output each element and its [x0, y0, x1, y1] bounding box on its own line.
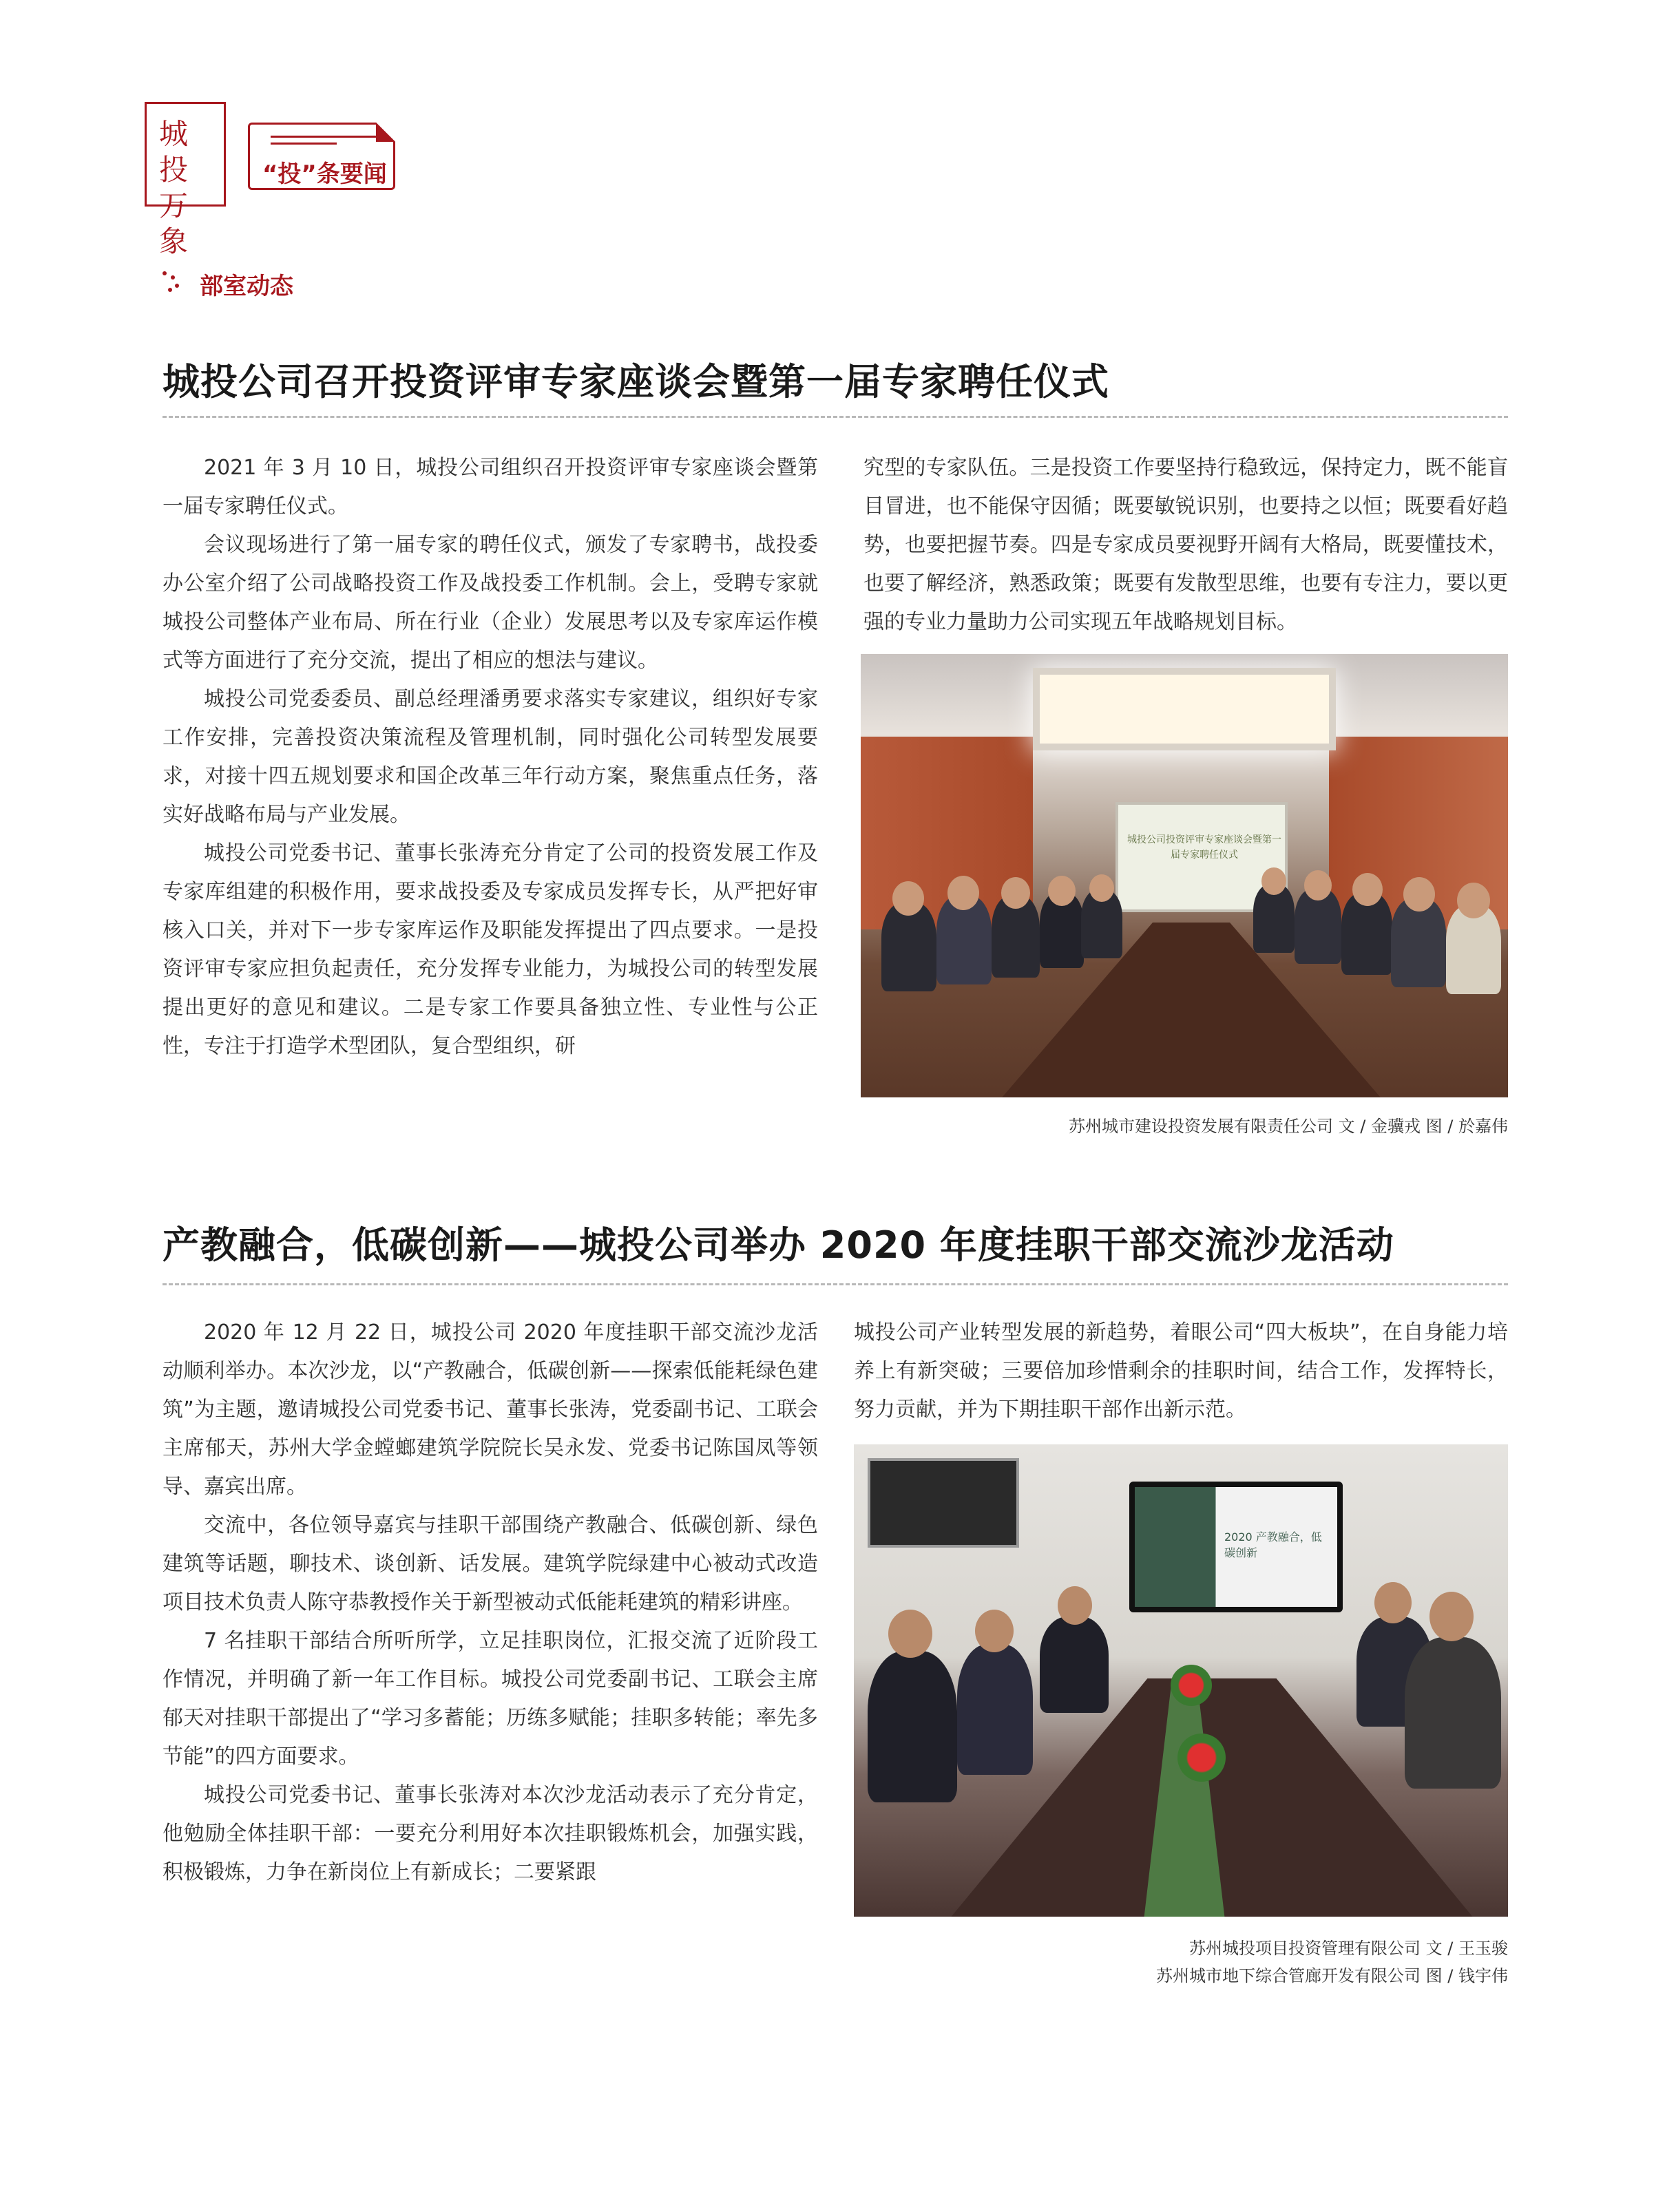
article2-paragraph: 交流中，各位领导嘉宾与挂职干部围绕产教融合、低碳创新、绿色建筑等话题，聊技术、谈创新、话发展。建筑学院绿建中心被动式改造项目技术负责人陈守恭教授作关于新型被动式低能耗建筑的精彩讲座。 — [163, 1513, 818, 1614]
photo-flower-pot — [1171, 1665, 1212, 1706]
article2-title: 产教融合，低碳创新——城投公司举办 2020 年度挂职干部交流沙龙活动 — [163, 1223, 1394, 1267]
article2-caption-photo: 苏州城市地下综合管廊开发有限公司 图 / 钱宇伟 — [1156, 1966, 1508, 1985]
article1-divider — [163, 416, 1508, 418]
photo-attendees-right — [1253, 874, 1501, 991]
photo-screen-text: 城投公司投资评审专家座谈会暨第一届专家聘任仪式 — [1127, 834, 1281, 861]
article1-paragraph: 城投公司党委委员、副总经理潘勇要求落实专家建议，组织好专家工作安排，完善投资决策流程及管理机制，同时强化公司转型发展要求，对接十四五规划要求和国企改革三年行动方案，聚焦重点任务，落实好战略布局与产业发展。 — [163, 687, 818, 827]
photo-screen-text: 2020 产教融合，低碳创新 — [1224, 1530, 1322, 1559]
section-tag-fold — [376, 123, 395, 142]
logo-text: 城投万象 — [159, 117, 191, 258]
article2-photo — [854, 1444, 1508, 1917]
article2-caption-text: 苏州城投项目投资管理有限公司 文 / 王玉骏 — [1189, 1939, 1508, 1958]
article2-right-column — [854, 1314, 1508, 1429]
article2-divider — [163, 1283, 1508, 1285]
article2-left-column — [163, 1314, 818, 1892]
dots-icon — [163, 271, 182, 293]
article1-title: 城投公司召开投资评审专家座谈会暨第一届专家聘任仪式 — [163, 360, 1109, 403]
article2-paragraph: 7 名挂职干部结合所听所学，立足挂职岗位，汇报交流了近阶段工作情况，并明确了新一年工作目标。城投公司党委副书记、工联会主席郁天对挂职干部提出了“学习多蓄能；历练多赋能；挂职多转能；率先多节能”的四方面要求。 — [163, 1629, 818, 1769]
department-label: 部室动态 — [200, 273, 293, 300]
article2-paragraph: 城投公司党委书记、董事长张涛对本次沙龙活动表示了充分肯定，他勉励全体挂职干部：一要充分利用好本次挂职锻炼机会，加强实践，积极锻炼，力争在新岗位上有新成长；二要紧跟 — [163, 1783, 818, 1884]
photo-tv-content — [1135, 1487, 1337, 1607]
section-tag — [248, 123, 395, 190]
brand-logo — [145, 102, 226, 258]
article1-left-column — [163, 449, 818, 1066]
article1-photo-caption: 苏州城市建设投资发展有限责任公司 文 / 金骥戎 图 / 於嘉伟 — [1069, 1117, 1508, 1136]
article1-paragraph: 2021 年 3 月 10 日，城投公司组织召开投资评审专家座谈会暨第一届专家聘任仪式。 — [163, 456, 818, 518]
section-tag-label: “投”条要闻 — [262, 160, 387, 188]
article1-photo — [861, 654, 1508, 1097]
photo-flower-pot — [1177, 1734, 1226, 1782]
article1-paragraph: 城投公司党委书记、董事长张涛充分肯定了公司的投资发展工作及专家库组建的积极作用，要求战投委及专家成员发挥专长，从严把好审核入口关，并对下一步专家库运作及职能发挥提出了四点要求。一是投资评审专家应担负起责任，充分发挥专业能力，为城投公司的转型发展提出更好的意见和建议。二是专家工作要具备独立性、专业性与公正性，专注于打造学术型团队，复合型组织，研 — [163, 841, 818, 1058]
article1-paragraph: 会议现场进行了第一届专家的聘任仪式，颁发了专家聘书，战投委办公室介绍了公司战略投资工作及战投委工作机制。会上，受聘专家就城投公司整体产业布局、所在行业（企业）发展思考以及专家库运作模式等方面进行了充分交流，提出了相应的想法与建议。 — [163, 533, 818, 673]
article2-paragraph: 城投公司产业转型发展的新趋势，着眼公司“四大板块”，在自身能力培养上有新突破；三要倍加珍惜剩余的挂职时间，结合工作，发挥特长，努力贡献，并为下期挂职干部作出新示范。 — [854, 1320, 1508, 1422]
article1-right-column — [863, 449, 1508, 642]
photo-ceiling-light — [1033, 668, 1336, 750]
photo-tv-screen — [1129, 1482, 1343, 1612]
photo-attendees-left — [874, 874, 1136, 991]
section-tag-lines — [271, 136, 381, 149]
article1-paragraph: 究型的专家队伍。三是投资工作要坚持行稳致远，保持定力，既不能盲目冒进，也不能保守因循；既要敏锐识别，也要持之以恒；既要看好趋势，也要把握节奏。四是专家成员要视野开阔有大格局，既要懂技术，也要了解经济，熟悉政策；既要有发散型思维，也要有专注力，要以更强的专业力量助力公司实现五年战略规划目标。 — [863, 456, 1508, 634]
article2-paragraph: 2020 年 12 月 22 日，城投公司 2020 年度挂职干部交流沙龙活动顺利举办。本次沙龙，以“产教融合，低碳创新——探索低能耗绿色建筑”为主题，邀请城投公司党委书记、董事长张涛，党委副书记、工联会主席郁天，苏州大学金螳螂建筑学院院长吴永发、党委书记陈国凤等领导、嘉宾出席。 — [163, 1320, 818, 1499]
photo-wall-board — [868, 1458, 1019, 1548]
